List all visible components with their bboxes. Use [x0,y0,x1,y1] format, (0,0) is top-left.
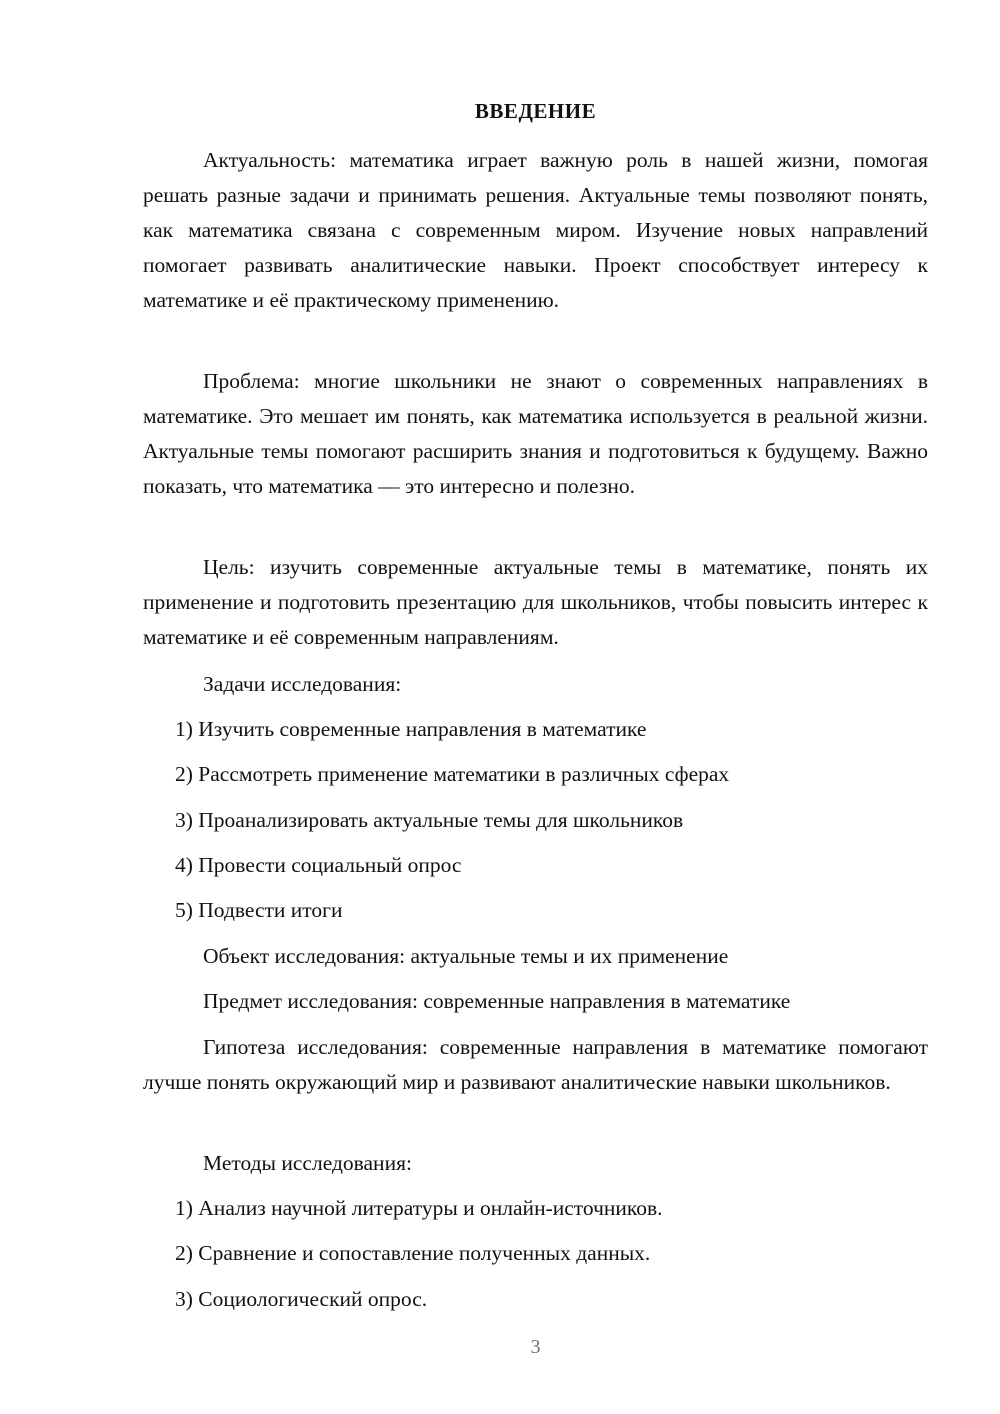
document-page [143,0,928,1414]
task-item: 5) Подвести итоги [175,898,343,922]
page-number: 3 [530,1336,541,1358]
research-subject: Предмет исследования: современные направления в математике [203,989,791,1013]
tasks-heading: Задачи исследования: [203,672,402,696]
page-title: ВВЕДЕНИЕ [474,99,597,123]
research-object: Объект исследования: актуальные темы и их применение [203,944,729,968]
method-item: 2) Сравнение и сопоставление полученных данных. [175,1241,651,1265]
methods-heading: Методы исследования: [203,1151,412,1175]
method-item: 3) Социологический опрос. [175,1287,428,1311]
relevance-paragraph: Актуальность: математика играет важную роль в нашей жизни, помогая решать разные задачи и принимать решения. Актуальные темы позволяют понять, как математика связана с современным миром. Изучение новых направлений помогает развивать аналитические навыки. Проект способствует интересу к математике и её практическому применению. [143,148,928,312]
problem-paragraph: Проблема: многие школьники не знают о современных направлениях в математике. Это мешает им понять, как математика используется в реальной жизни. Актуальные темы помогают расширить знания и подготовиться к будущему. Важно показать, что математика — это интересно и полезно. [143,369,928,498]
task-item: 2) Рассмотреть применение математики в различных сферах [175,762,730,786]
method-item: 1) Анализ научной литературы и онлайн-источников. [175,1196,663,1220]
task-item: 1) Изучить современные направления в математике [175,717,647,741]
task-item: 3) Проанализировать актуальные темы для школьников [175,808,684,832]
goal-paragraph: Цель: изучить современные актуальные темы в математике, понять их применение и подготовить презентацию для школьников, чтобы повысить интерес к математике и её современным направлениям. [143,555,928,649]
task-item: 4) Провести социальный опрос [175,853,462,877]
hypothesis-paragraph: Гипотеза исследования: современные направления в математике помогают лучше понять окружающий мир и развивают аналитические навыки школьников. [143,1035,928,1094]
